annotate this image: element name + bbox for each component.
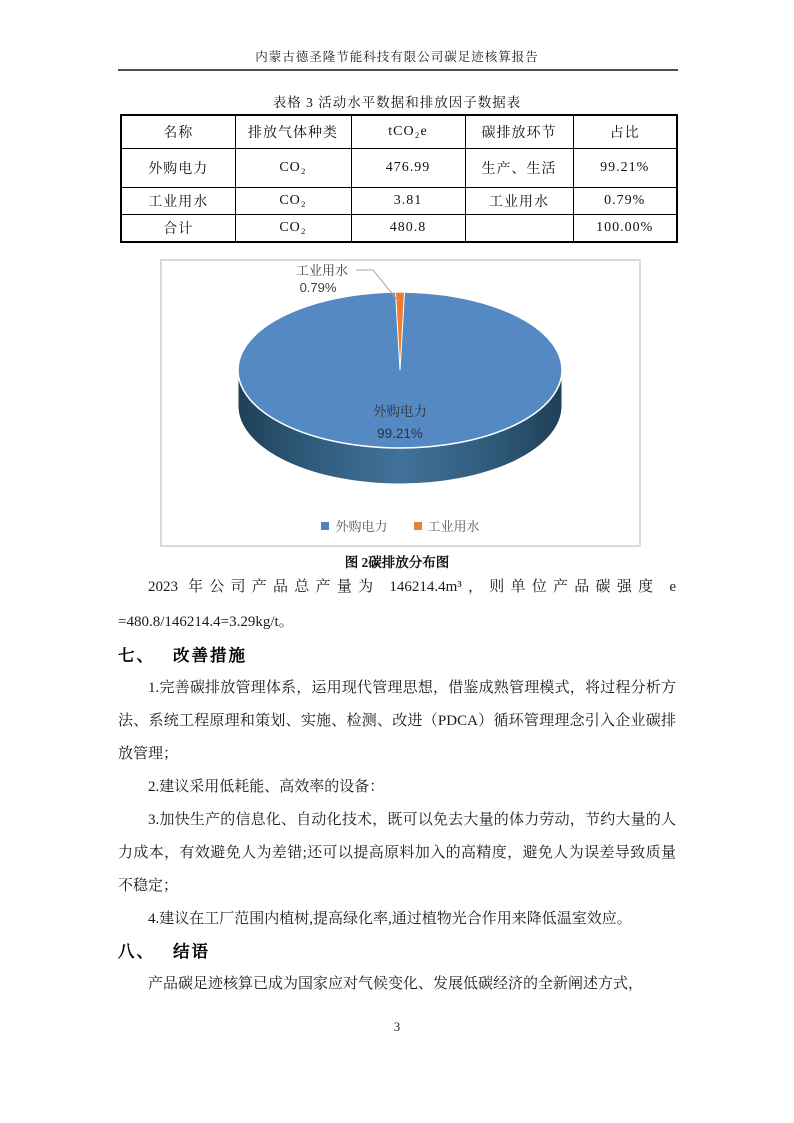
- cell-name: 工业用水: [121, 187, 235, 214]
- section-number: 七、: [118, 646, 155, 665]
- cell-tco2e: 476.99: [351, 148, 465, 187]
- cell-gas: CO₂: [235, 187, 351, 214]
- cell-share: 99.21%: [573, 148, 677, 187]
- figure-caption: 图 2碳排放分布图: [344, 555, 450, 570]
- section-title: 结语: [173, 942, 210, 961]
- col-header-gas: 排放气体种类: [235, 115, 351, 148]
- legend-item-electricity: [321, 516, 387, 535]
- improvement-item-4: 4.建议在工厂范围内植树,提高绿化率,通过植物光合作用来降低温室效应。: [148, 911, 632, 927]
- section-heading-improvement: [118, 641, 676, 671]
- cell-name: 合计: [121, 214, 235, 242]
- legend-label: 工业用水: [427, 519, 480, 534]
- cell-share: 100.00%: [573, 214, 677, 242]
- cell-stage: 工业用水: [465, 187, 573, 214]
- page-header-title: 内蒙古德圣隆节能科技有限公司碳足迹核算报告: [255, 50, 539, 64]
- section-number: 八、: [118, 942, 155, 961]
- cell-stage: [465, 214, 573, 242]
- legend-swatch-blue-icon: [321, 522, 329, 530]
- table-row: [121, 148, 677, 187]
- cell-tco2e: 480.8: [351, 214, 465, 242]
- conclusion-paragraph: 产品碳足迹核算已成为国家应对气候变化、发展低碳经济的全新阐述方式，: [148, 976, 644, 992]
- emission-data-table: [120, 114, 678, 243]
- col-header-stage: 碳排放环节: [465, 115, 573, 148]
- table-row: [121, 214, 677, 242]
- header-divider: [118, 69, 678, 71]
- improvement-item-1: 1.完善碳排放管理体系，运用现代管理思想，借鉴成熟管理模式，将过程分析方法、系统工程原理和策划、实施、检测、改进（PDCA）循环管理理念引入企业碳排放管理；: [118, 680, 676, 762]
- cell-gas: CO₂: [235, 148, 351, 187]
- section-title: 改善措施: [173, 646, 247, 665]
- legend-swatch-orange-icon: [414, 522, 422, 530]
- legend-item-water: [414, 516, 480, 535]
- cell-name: 外购电力: [121, 148, 235, 187]
- cell-share: 0.79%: [573, 187, 677, 214]
- col-header-share: 占比: [573, 115, 677, 148]
- improvement-item-3: 3.加快生产的信息化、自动化技术，既可以免去大量的体力劳动，节约大量的人力成本，有效避免人为差错;还可以提高原料加入的高精度，避免人为误差导致质量不稳定；: [118, 812, 676, 894]
- pie-chart-svg: [162, 261, 639, 545]
- col-header-tco2e: tCO₂e: [351, 115, 465, 148]
- pie-chart: [160, 259, 641, 547]
- page-number: 3: [393, 1020, 401, 1034]
- cell-tco2e: 3.81: [351, 187, 465, 214]
- chart-legend: [162, 516, 639, 535]
- legend-label: 外购电力: [335, 519, 388, 534]
- col-header-name: 名称: [121, 115, 235, 148]
- body-text-block: [118, 570, 676, 1001]
- table-header-row: [121, 115, 677, 148]
- cell-gas: CO₂: [235, 214, 351, 242]
- improvement-item-2: 2.建议采用低耗能、高效率的设备：: [148, 779, 385, 795]
- production-paragraph-line2: =480.8/146214.4=3.29kg/t。: [118, 614, 294, 630]
- cell-stage: 生产、生活: [465, 148, 573, 187]
- production-paragraph-line1: 2023 年公司产品总产量为 146214.4m³，则单位产品碳强度 e: [148, 579, 676, 595]
- electricity-slice-label: 外购电力: [373, 404, 427, 419]
- table-row: [121, 187, 677, 214]
- section-heading-conclusion: [118, 937, 676, 967]
- table-caption: 表格 3 活动水平数据和排放因子数据表: [272, 95, 522, 110]
- electricity-slice-percent: 99.21%: [377, 426, 423, 441]
- water-slice-label: 工业用水: [295, 263, 349, 278]
- water-slice-percent: 0.79%: [299, 280, 337, 295]
